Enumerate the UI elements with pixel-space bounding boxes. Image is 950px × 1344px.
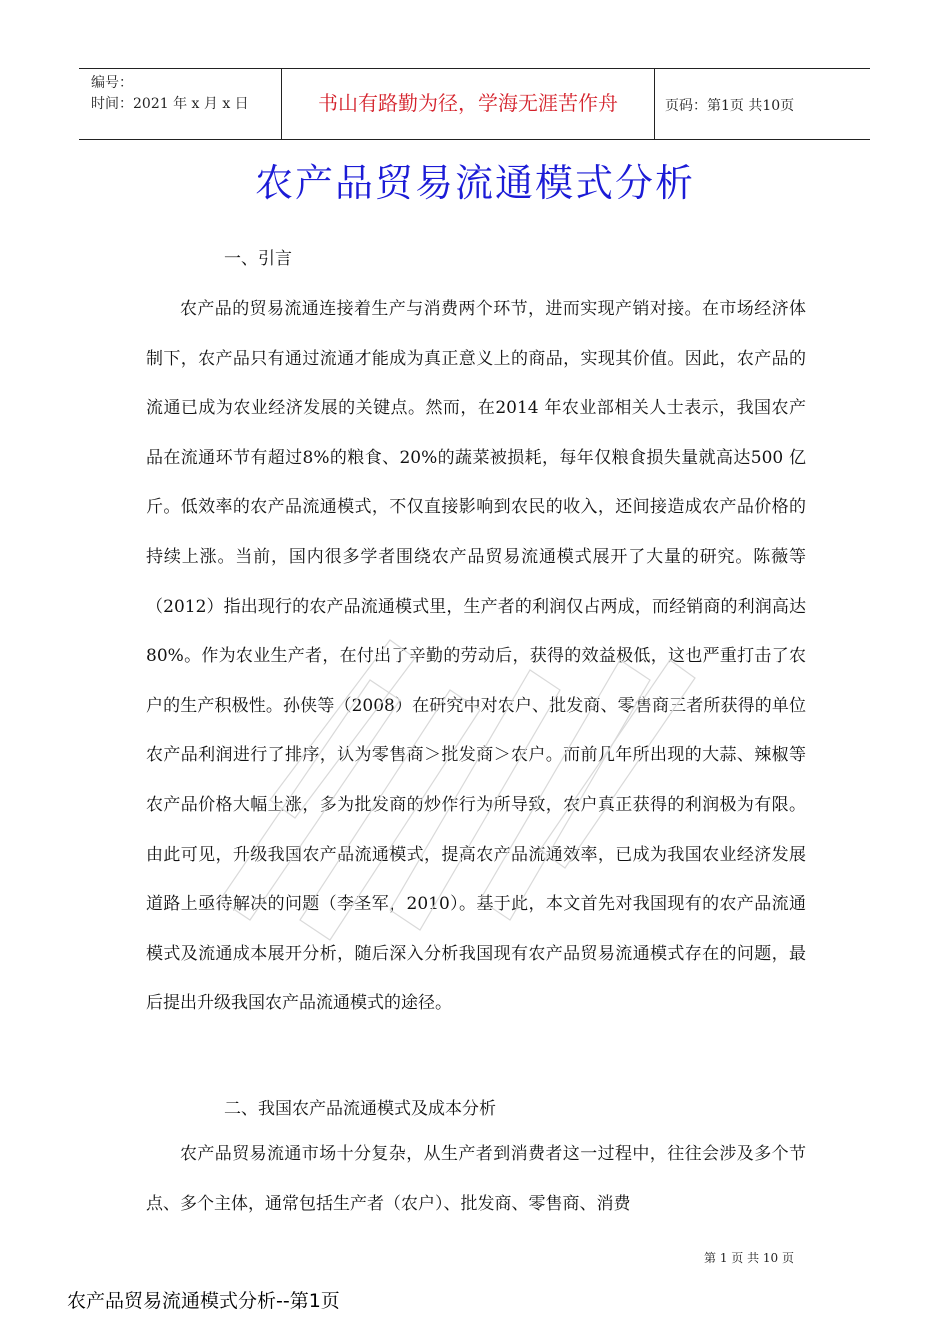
- intro-heading: 一、引言: [224, 249, 292, 269]
- intro-body: [146, 285, 806, 1029]
- intro-paragraph: 农产品的贸易流通连接着生产与消费两个环节，进而实现产销对接。在市场经济体制下，农产品只有通过流通才能成为真正意义上的商品，实现其价值。因此，农产品的流通已成为农业经济发展的关键点。然而，在2014 年农业部相关人士表示，我国农产品在流通环节有超过8%的粮食、20%的蔬菜被损耗，每年仅粮食损失量就高达500 亿斤。低效率的农产品流通模式，不仅直接影响到农民的收入，还间接造成农产品价格的持续上涨。当前，国内很多学者围绕农产品贸易流通模式展开了大量的研究。陈薇等（2012）指出现行的农产品流通模式里，生产者的利润仅占两成，而经销商的利润高达80%。作为农业生产者，在付出了辛勤的劳动后，获得的效益极低，这也严重打击了农户的生产积极性。孙侠等（2008）在研究中对农户、批发商、零售商三者所获得的单位农产品利润进行了排序，认为零售商＞批发商＞农户。而前几年所出现的大蒜、辣椒等农产品价格大幅上涨，多为批发商的炒作行为所导致，农户真正获得的利润极为有限。由此可见，升级我国农产品流通模式，提高农产品流通效率，已成为我国农业经济发展道路上亟待解决的问题（李圣军，2010）。基于此，本文首先对我国现有的农产品流通模式及流通成本展开分析，随后深入分析我国现有农产品贸易流通模式存在的问题，最后提出升级我国农产品流通模式的途径。: [146, 299, 806, 1014]
- section2-body: [146, 1130, 806, 1229]
- header-page-label: 页码：第1页 共10页: [665, 98, 795, 114]
- document-time-label: 时间：2021 年 x 月 x 日: [91, 96, 249, 112]
- header-meta: [91, 73, 281, 115]
- footer-page-indicator: 第 1 页 共 10 页: [704, 1251, 794, 1265]
- document-title: 农产品贸易流通模式分析: [254, 161, 695, 205]
- header-motto: 书山有路勤为径，学海无涯苦作舟: [281, 68, 655, 140]
- bottom-caption: 农产品贸易流通模式分析--第1页: [67, 1290, 340, 1312]
- section2-heading: 二、我国农产品流通模式及成本分析: [224, 1099, 496, 1119]
- section2-paragraph: 农产品贸易流通市场十分复杂，从生产者到消费者这一过程中，往往会涉及多个节点、多个主体，通常包括生产者（农户）、批发商、零售商、消费: [146, 1144, 806, 1214]
- document-number-label: 编号：: [91, 75, 133, 91]
- page-header: [79, 68, 870, 140]
